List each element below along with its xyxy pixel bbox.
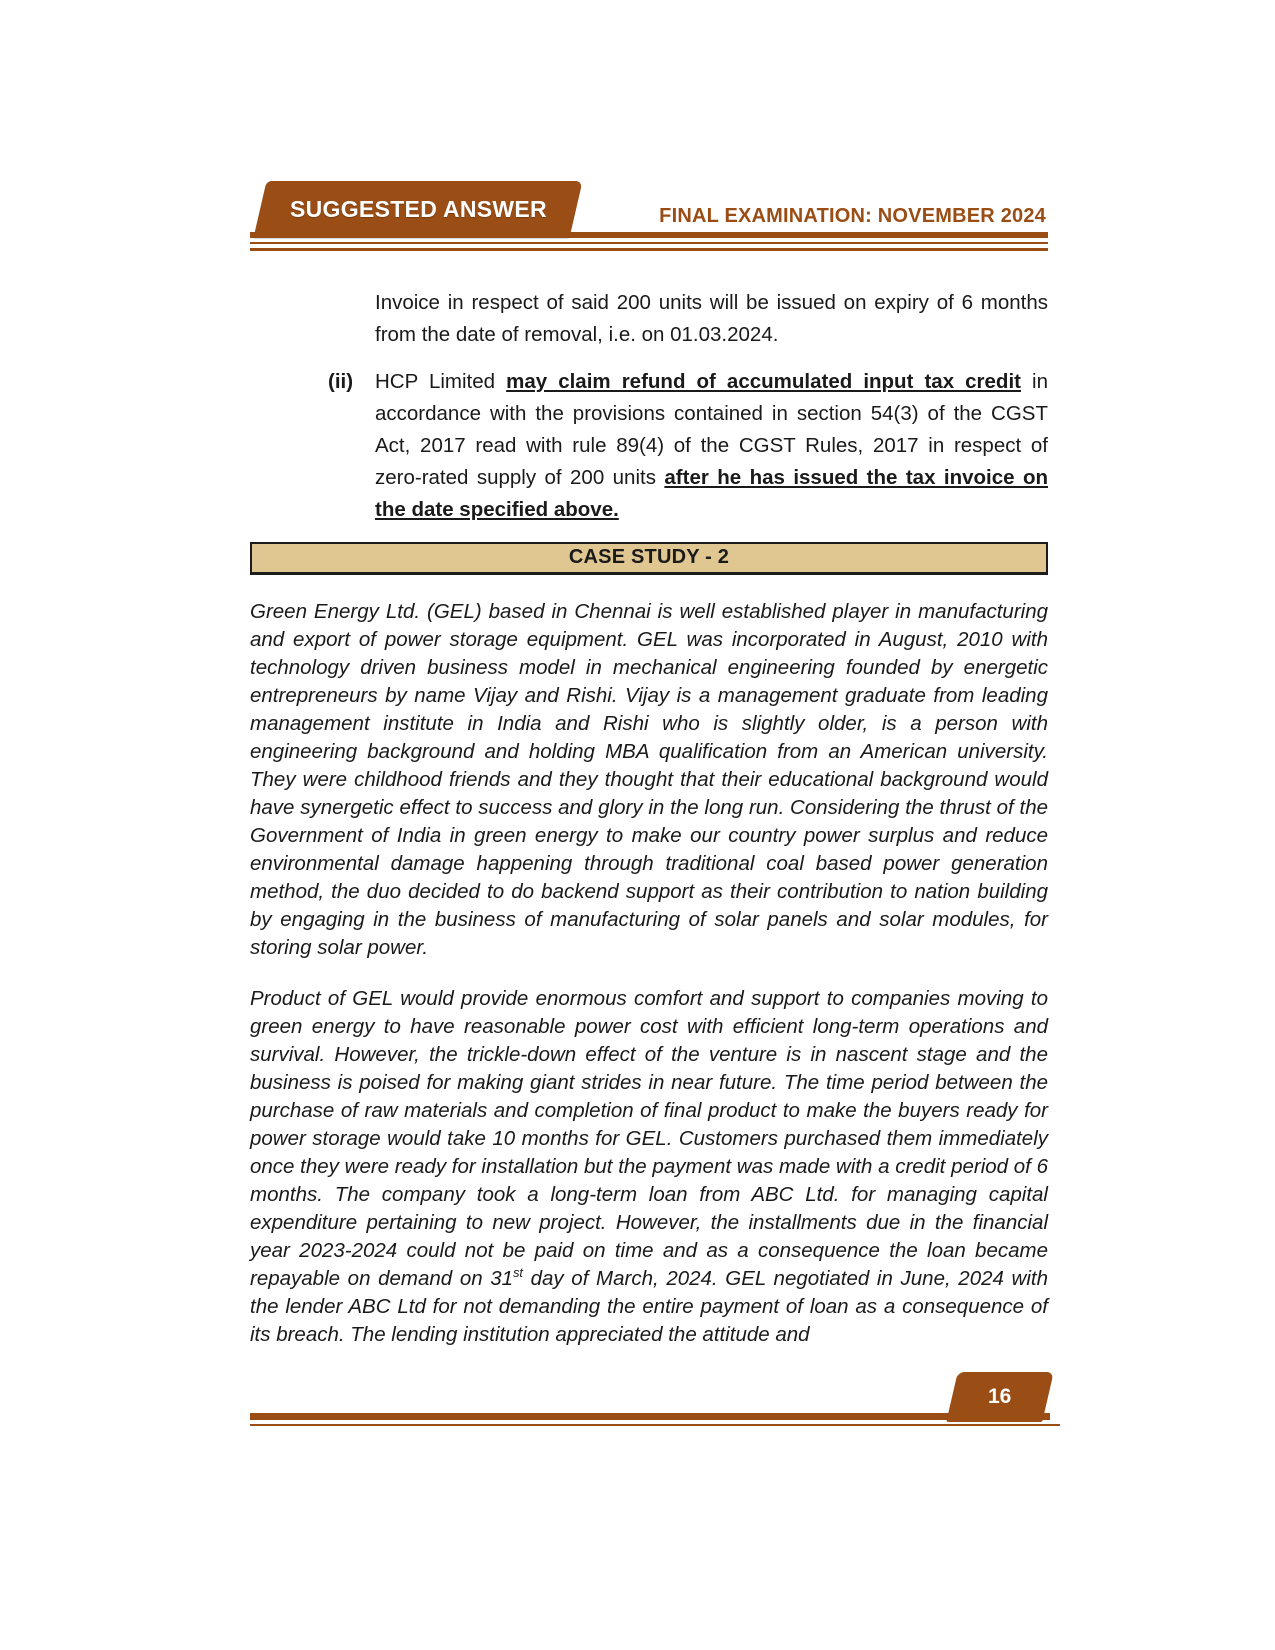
banner-label: SUGGESTED ANSWER xyxy=(289,196,547,222)
case-study-heading-box xyxy=(250,542,1048,575)
page-number: 16 xyxy=(988,1385,1012,1408)
case-study-paragraph-1: Green Energy Ltd. (GEL) based in Chennai is well established player in manufacturing and export of power storage equipment. GEL was incorporated in August, 2010 with technology driven business model in mechanical engineering founded by energetic entrepreneurs by name Vijay and Rishi. Vijay is a management graduate from leading management institute in India and Rishi who is slightly older, is a person with engineering background and holding MBA qualification from an American university. They were childhood friends and they thought that their educational background would have synergetic effect to success and glory in the long run. Considering the thrust of the Government of India in green energy to make our country power surplus and reduce environmental damage happening through traditional coal based power generation method, the duo decided to do backend support as their contribution to nation building by engaging in the business of manufacturing of solar panels and solar modules, for storing solar power. xyxy=(250,600,1048,959)
footer-rule-thin xyxy=(250,1424,1060,1426)
list-marker-ii: (ii) xyxy=(328,370,354,393)
page-header xyxy=(250,181,1048,273)
answer-item-ii xyxy=(328,366,1048,526)
answer-section xyxy=(328,287,1048,526)
case-study-paragraph-2: Product of GEL would provide enormous comfort and support to companies moving to green energy to have reasonable power cost with efficient long-term operations and survival. However, the trickle-down effect of the venture is in nascent stage and the business is poised for making giant strides in near future. The time period between the purchase of raw materials and completion of final product to make the buyers ready for power storage would take 10 months for GEL. Customers purchased them immediately once they were ready for installation but the payment was made with a credit period of 6 months. The company took a long-term loan from ABC Ltd. for managing capital expenditure pertaining to new project. However, the installments due in the financial year 2023-2024 could not be paid on time and as a consequence the loan became repayable on demand on 31st day of March, 2024. GEL negotiated in June, 2024 with the lender ABC Ltd for not demanding the entire payment of loan as a consequence of its breach. The lending institution appreciated the attitude and xyxy=(250,987,1049,1346)
case-study-title: CASE STUDY - 2 xyxy=(568,546,730,568)
answer-intro-paragraph: Invoice in respect of said 200 units will be issued on expiry of 6 months from the date of removal, i.e. on 01.03.2024. xyxy=(375,291,1048,346)
footer-bar xyxy=(250,1413,1050,1420)
suggested-answer-banner xyxy=(253,181,582,238)
exam-title: FINAL EXAMINATION: NOVEMBER 2024 xyxy=(659,205,1046,227)
header-rule-thick xyxy=(250,248,1048,251)
header-rule-thin xyxy=(250,242,1048,244)
answer-item-ii-text: HCP Limited may claim refund of accumulated input tax credit in accordance with the provisions contained in section 54(3) of the CGST Act, 2017 read with rule 89(4) of the CGST Rules, 2017 in respect of zero-rated supply of 200 units after he has issued the tax invoice on the date specified above. xyxy=(375,370,1048,521)
page-footer xyxy=(250,1372,1050,1428)
page-content xyxy=(250,181,1048,1349)
